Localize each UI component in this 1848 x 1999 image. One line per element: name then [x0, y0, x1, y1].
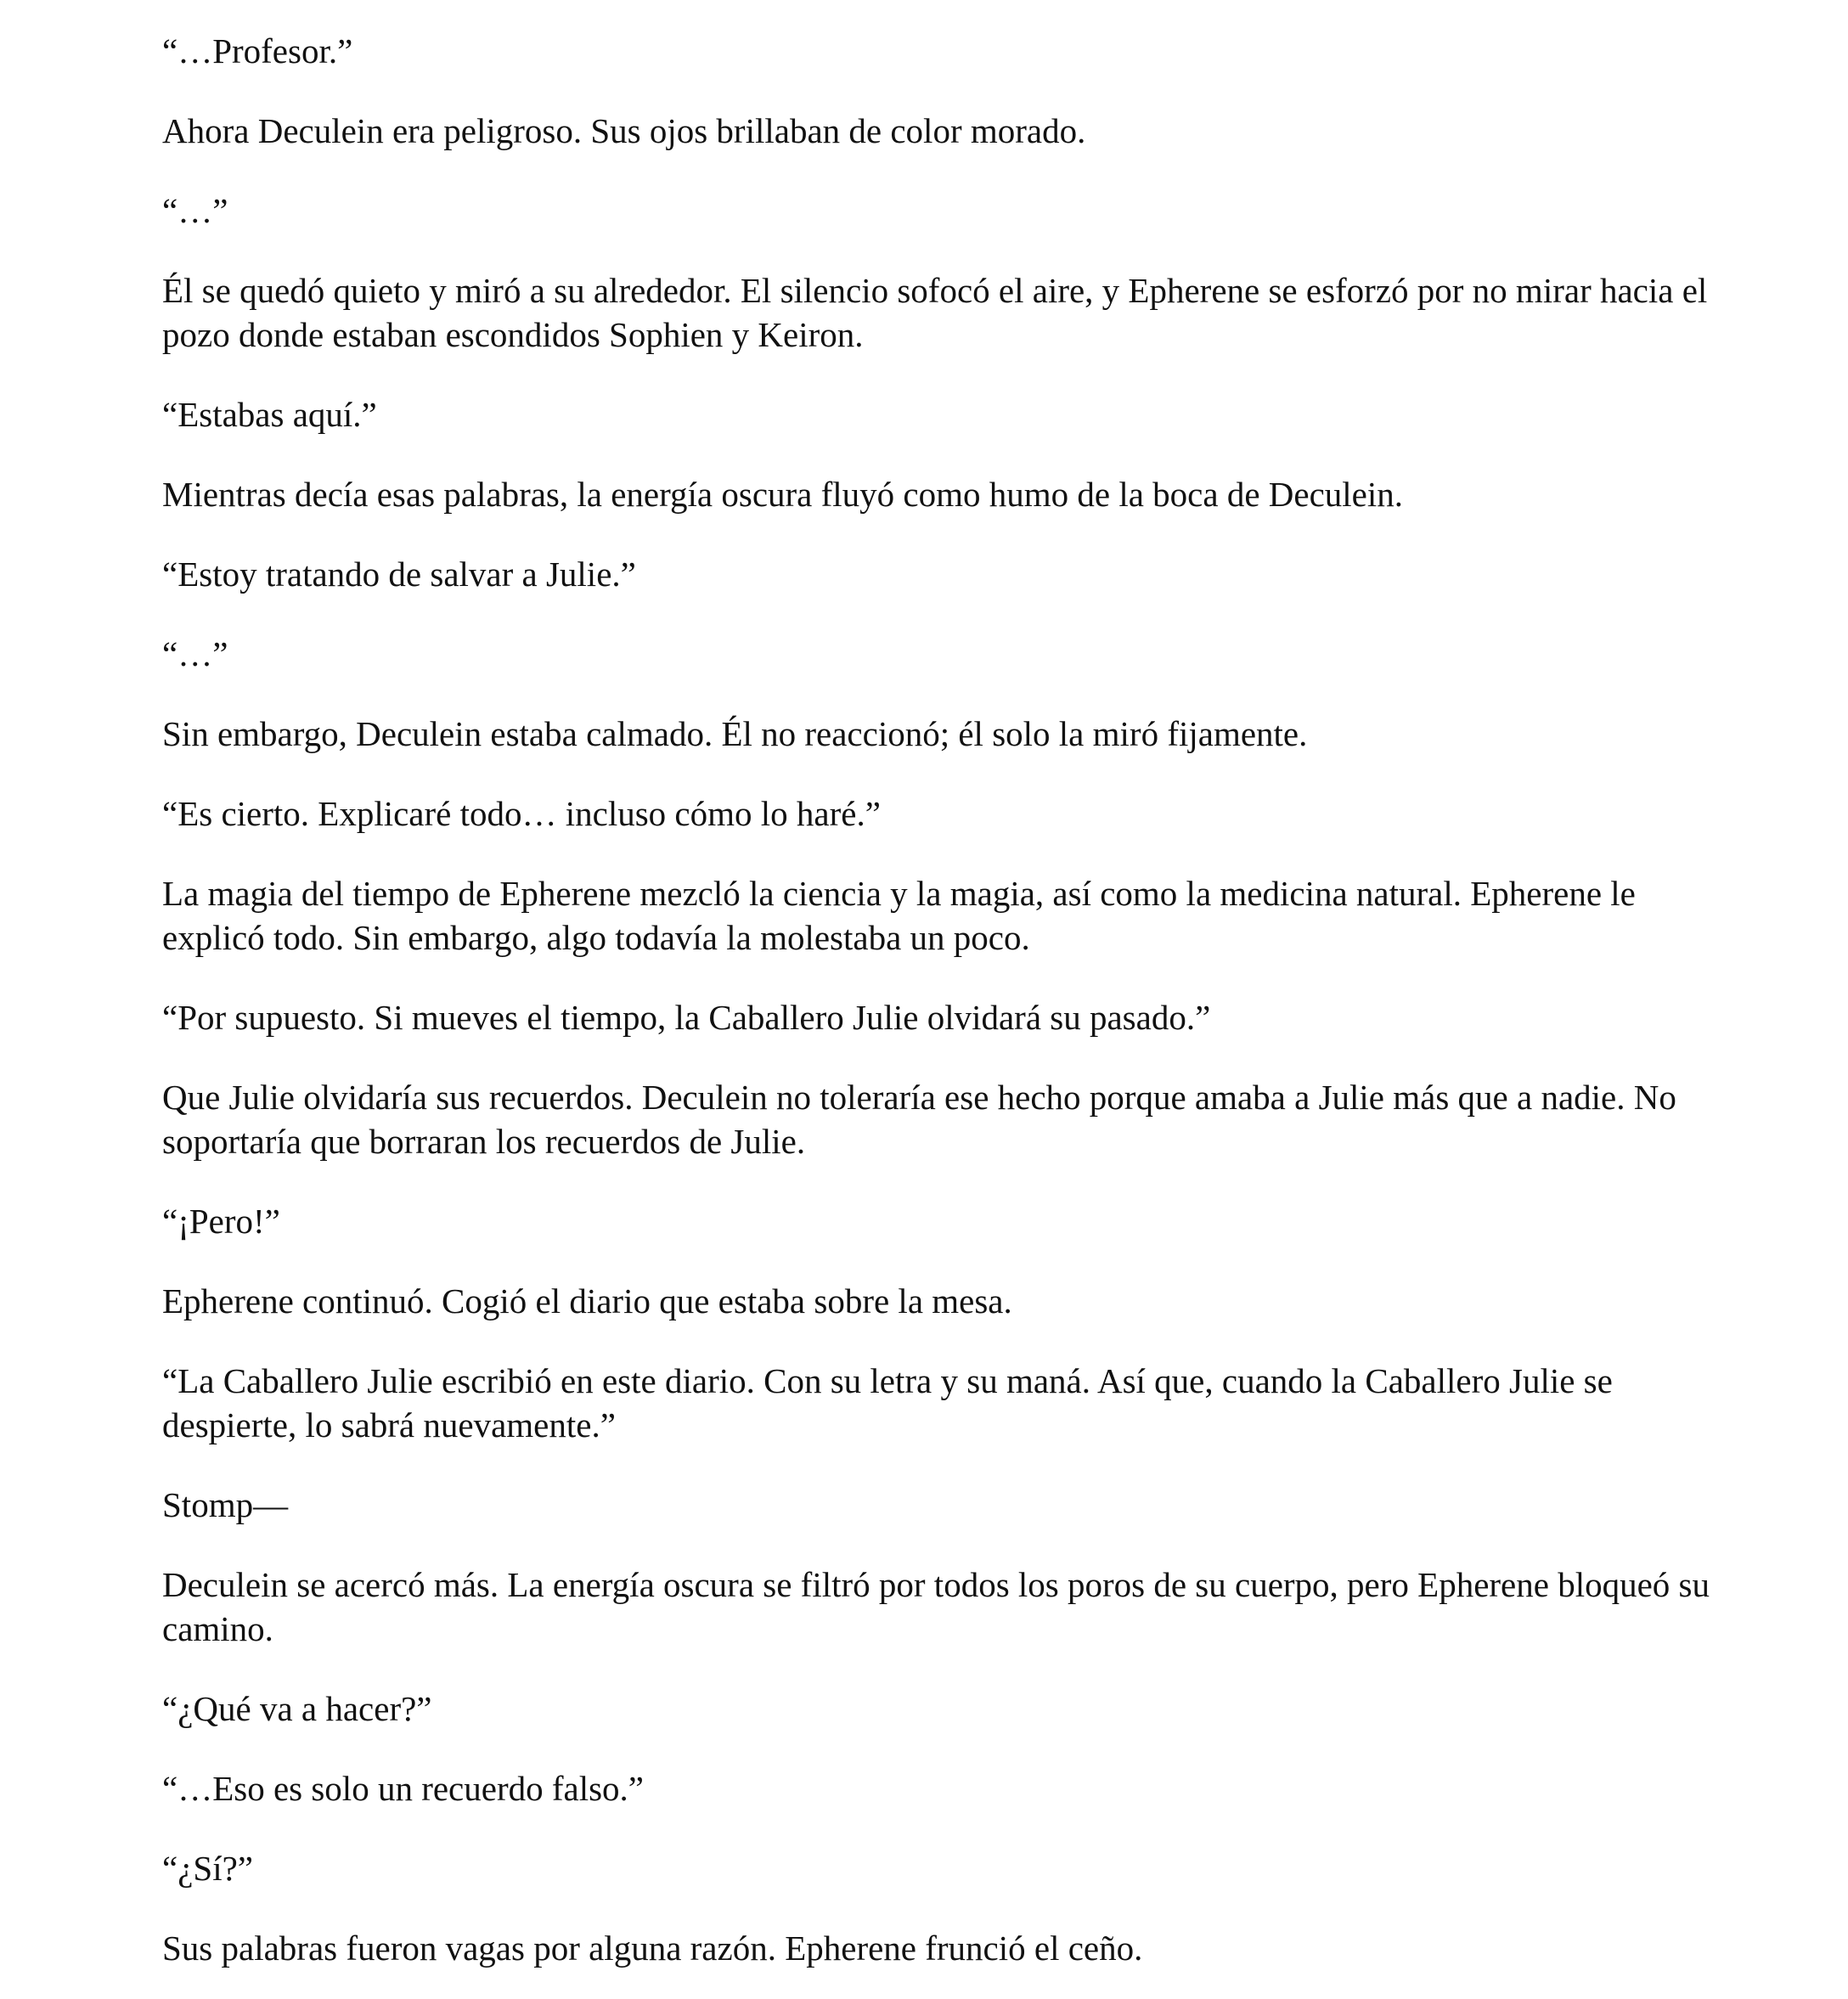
document-page	[162, 0, 1716, 1999]
paragraph: “…Eso es solo un recuerdo falso.”	[162, 1769, 644, 1808]
paragraph: La magia del tiempo de Epherene mezcló la ciencia y la magia, así como la medicina natural. Epherene le explicó todo. Sin embargo, algo todavía la molestaba un poco.	[162, 874, 1636, 957]
paragraph: “Estoy tratando de salvar a Julie.”	[162, 555, 636, 594]
paragraph: “¿Sí?”	[162, 1849, 253, 1888]
paragraph: “¿Qué va a hacer?”	[162, 1689, 432, 1728]
paragraph: “¡Pero!”	[162, 1202, 280, 1241]
paragraph: Él se quedó quieto y miró a su alrededor. El silencio sofocó el aire, y Epherene se esforzó por no mirar hacia el pozo donde estaban escondidos Sophien y Keiron.	[162, 271, 1708, 354]
paragraph: Sus palabras fueron vagas por alguna razón. Epherene frunció el ceño.	[162, 1929, 1143, 1968]
paragraph: Epherene continuó. Cogió el diario que estaba sobre la mesa.	[162, 1281, 1012, 1320]
paragraph: “Por supuesto. Si mueves el tiempo, la Caballero Julie olvidará su pasado.”	[162, 998, 1211, 1037]
paragraph: “…”	[162, 634, 228, 673]
paragraph: “Es cierto. Explicaré todo… incluso cómo lo haré.”	[162, 794, 881, 833]
paragraph: Stomp—	[162, 1485, 289, 1524]
paragraph: Que Julie olvidaría sus recuerdos. Deculein no toleraría ese hecho porque amaba a Julie más que a nadie. No soportaría que borraran los recuerdos de Julie.	[162, 1078, 1676, 1161]
paragraph: “Estabas aquí.”	[162, 395, 377, 434]
paragraph: Ahora Deculein era peligroso. Sus ojos brillaban de color morado.	[162, 111, 1086, 150]
paragraph: Mientras decía esas palabras, la energía oscura fluyó como humo de la boca de Deculein.	[162, 475, 1404, 514]
paragraph: “La Caballero Julie escribió en este diario. Con su letra y su maná. Así que, cuando la Caballero Julie se despierte, lo sabrá nuevamente.”	[162, 1361, 1613, 1444]
paragraph: Sin embargo, Deculein estaba calmado. Él no reaccionó; él solo la miró fijamente.	[162, 714, 1308, 753]
paragraph: Deculein se acercó más. La energía oscura se filtró por todos los poros de su cuerpo, pero Epherene bloqueó su camino.	[162, 1565, 1710, 1648]
paragraph: “…Profesor.”	[162, 31, 353, 70]
paragraph: “…”	[162, 191, 228, 230]
